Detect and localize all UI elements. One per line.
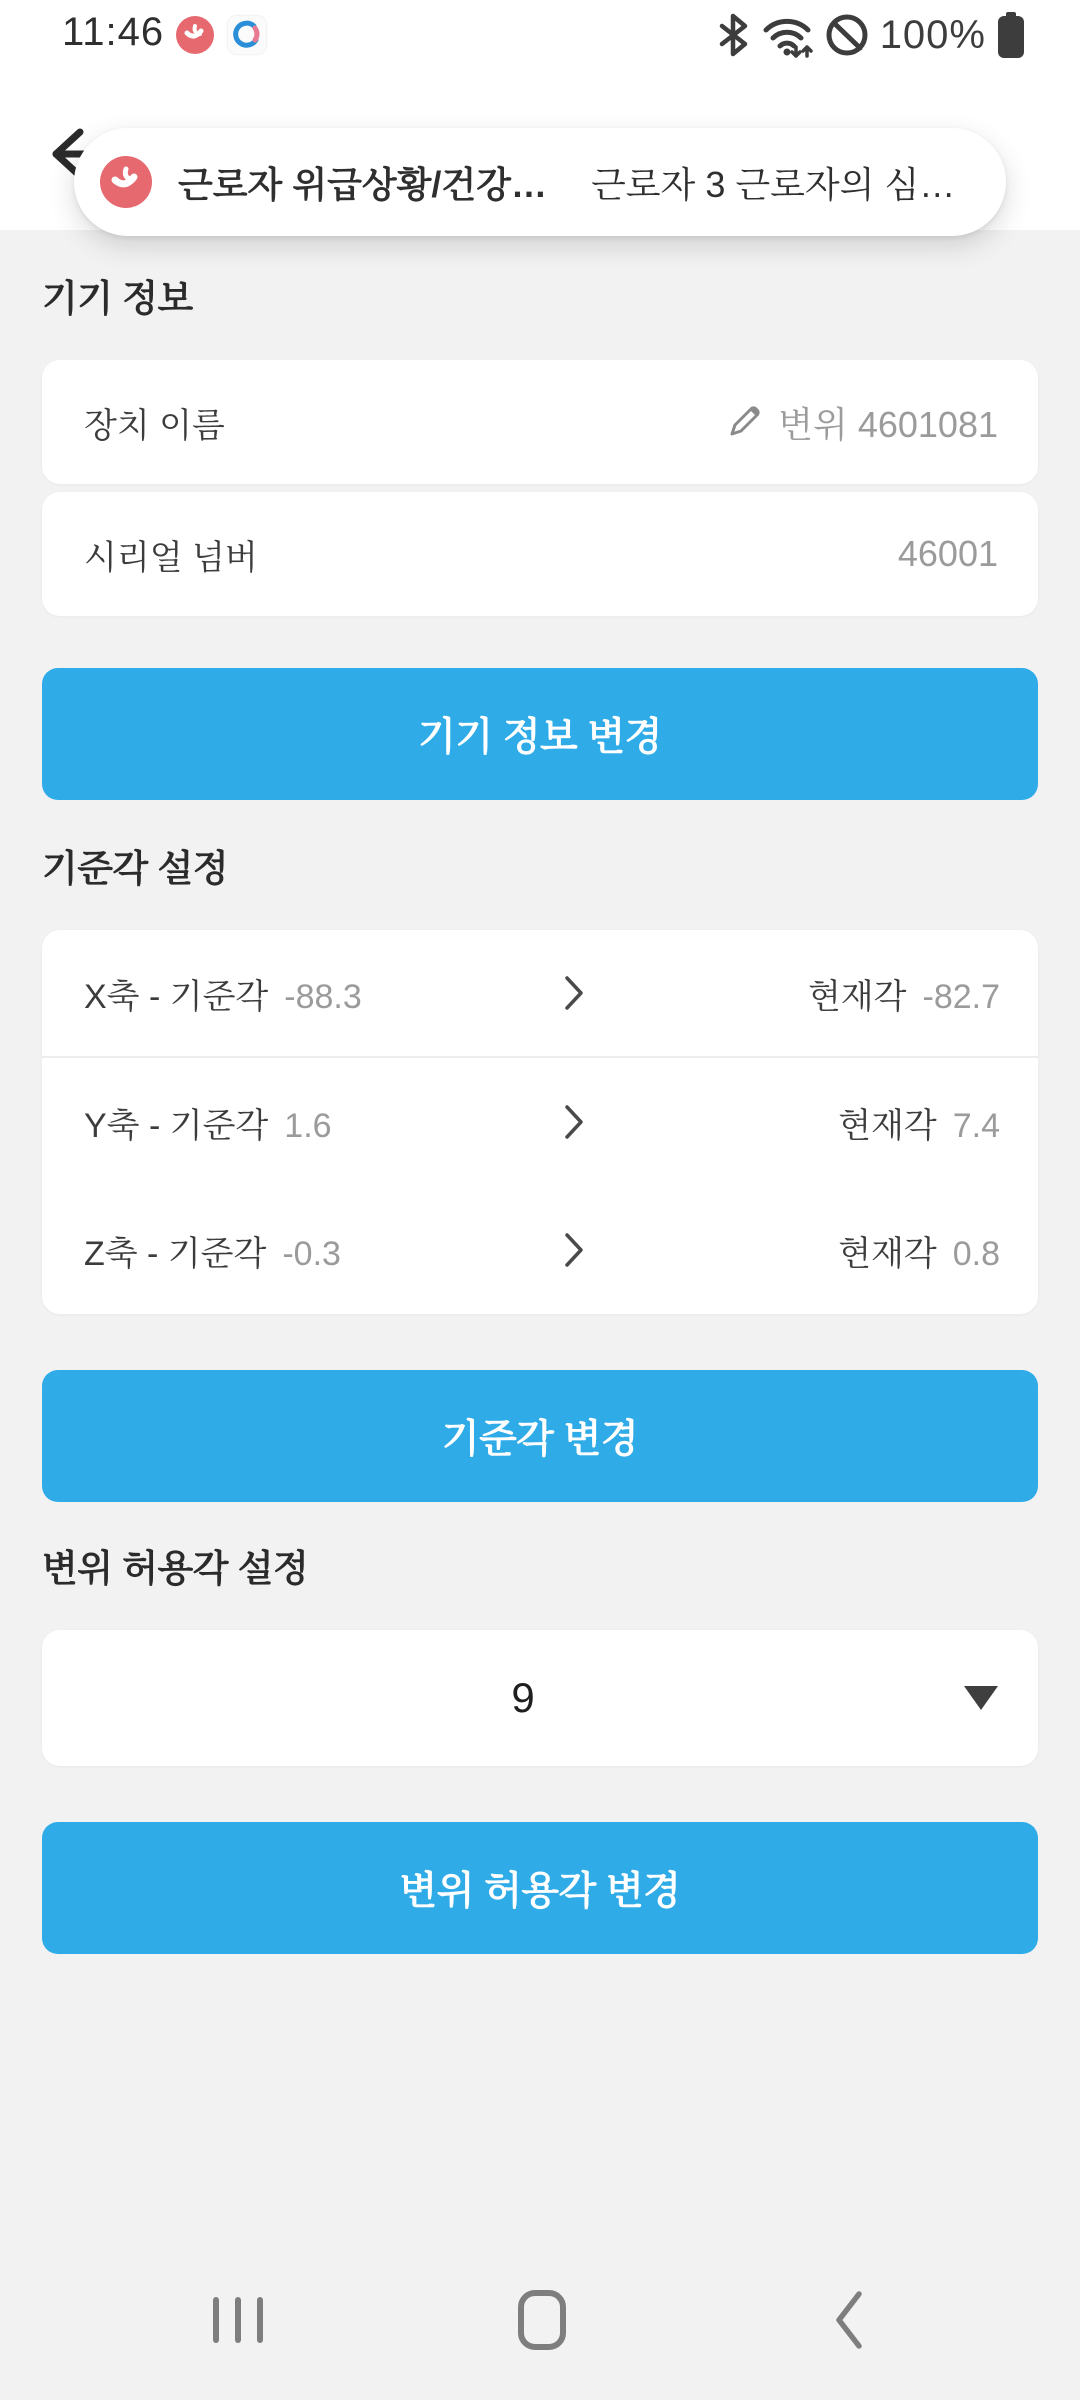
z-current-value: 0.8: [952, 1234, 1000, 1273]
y-current-label: 현재각: [838, 1106, 937, 1145]
serial-number-label: 시리얼 넘버: [84, 538, 258, 577]
clock: 11:46: [62, 10, 165, 54]
serial-number-value: 46001: [897, 533, 998, 574]
app-notification-icon: [176, 16, 214, 54]
alert-app-icon: [100, 156, 152, 208]
app-notification-icon-2: [228, 16, 266, 54]
z-axis-label: Z축 - 기준각: [84, 1234, 267, 1273]
notification-toast[interactable]: [74, 128, 1006, 236]
x-current-value: -82.7: [922, 977, 1000, 1016]
home-icon: [518, 2290, 566, 2350]
navigation-bar: [0, 2240, 1080, 2400]
chevron-right-icon: [563, 974, 585, 1012]
tolerance-heading: 변위 허용각 설정: [42, 1548, 309, 1589]
y-ref-value: 1.6: [284, 1106, 332, 1145]
y-axis-label: Y축 - 기준각: [84, 1106, 269, 1145]
wifi-icon: [760, 11, 814, 59]
device-name-label: 장치 이름: [84, 406, 225, 445]
chevron-right-icon: [563, 1231, 585, 1269]
recents-button[interactable]: [158, 2240, 318, 2400]
dropdown-caret-icon: [964, 1686, 998, 1710]
blocked-icon: [824, 12, 870, 58]
axis-row-x[interactable]: [42, 930, 1038, 1058]
toast-title: 근로자 위급상황/건강…: [178, 163, 547, 205]
reference-angle-card: [42, 930, 1038, 1314]
recents-icon: [213, 2297, 263, 2343]
nav-back-button[interactable]: [768, 2240, 928, 2400]
reference-angle-heading: 기준각 설정: [42, 848, 228, 889]
tolerance-selected-value: 9: [511, 1674, 535, 1721]
serial-number-row: [42, 492, 1038, 616]
home-button[interactable]: [462, 2240, 622, 2400]
axis-row-y[interactable]: [42, 1058, 1038, 1186]
device-info-heading: 기기 정보: [42, 278, 193, 319]
tolerance-select[interactable]: [42, 1630, 1038, 1766]
axis-row-z[interactable]: [42, 1186, 1038, 1314]
notification-icons: [176, 16, 266, 54]
device-name-row[interactable]: [42, 360, 1038, 484]
x-ref-value: -88.3: [284, 977, 362, 1016]
toast-body: 근로자 3 근로자의 심…: [591, 163, 956, 205]
y-current-value: 7.4: [952, 1106, 1000, 1145]
x-axis-label: X축 - 기준각: [84, 977, 269, 1016]
change-tolerance-button[interactable]: 변위 허용각 변경: [42, 1822, 1038, 1954]
pencil-icon[interactable]: [726, 404, 762, 440]
change-reference-angle-button[interactable]: 기준각 변경: [42, 1370, 1038, 1502]
chevron-right-icon: [563, 1103, 585, 1141]
battery-percent: 100%: [879, 12, 986, 57]
battery-icon: [996, 10, 1026, 60]
x-current-label: 현재각: [807, 977, 907, 1016]
status-bar: [0, 0, 1080, 70]
bluetooth-icon: [718, 12, 750, 58]
status-right-cluster: [718, 8, 1026, 62]
z-ref-value: -0.3: [282, 1234, 341, 1273]
back-icon: [831, 2288, 865, 2352]
device-name-value: 변위 4601081: [778, 403, 998, 445]
z-current-label: 현재각: [838, 1234, 937, 1273]
change-device-info-button[interactable]: 기기 정보 변경: [42, 668, 1038, 800]
